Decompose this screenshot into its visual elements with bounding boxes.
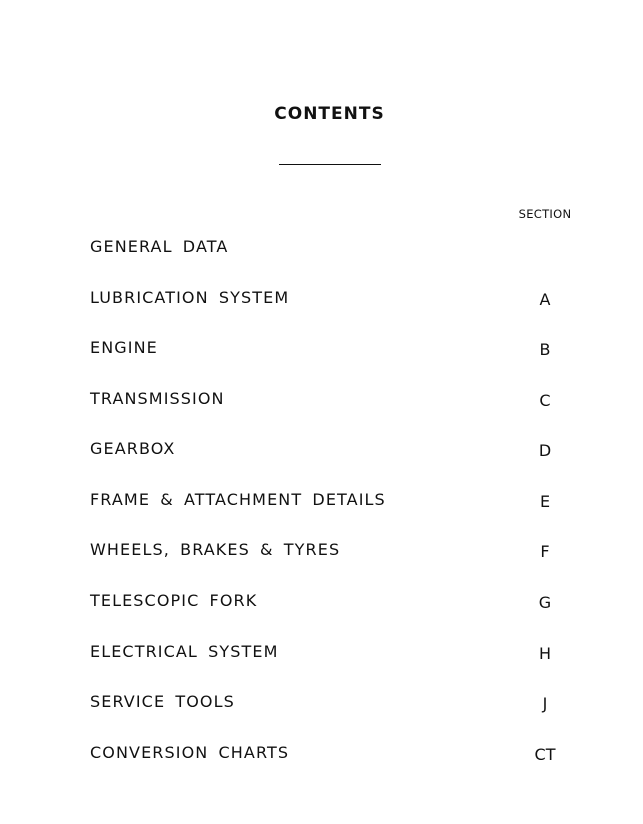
contents-entry: [0, 591, 643, 615]
page-title: CONTENTS: [274, 104, 385, 124]
contents-entry: [0, 642, 643, 666]
entry-section: A: [539, 290, 551, 309]
entry-label: ENGINE: [90, 338, 158, 357]
entry-section: F: [540, 542, 550, 561]
title-underline: [279, 164, 381, 165]
entry-label: LUBRICATION SYSTEM: [90, 288, 290, 307]
entry-section: C: [539, 391, 551, 410]
entry-label: GENERAL DATA: [90, 237, 229, 256]
contents-entry: [0, 439, 643, 463]
contents-entry: [0, 389, 643, 413]
entry-section: H: [538, 644, 552, 663]
entry-section: D: [538, 441, 552, 460]
entry-label: CONVERSION CHARTS: [90, 743, 290, 762]
contents-entry: [0, 338, 643, 362]
contents-entry: [0, 490, 643, 514]
entry-label: WHEELS, BRAKES & TYRES: [90, 540, 341, 559]
entry-section: B: [539, 340, 551, 359]
section-column-header: SECTION: [518, 207, 572, 221]
entry-label: SERVICE TOOLS: [90, 692, 235, 711]
entry-section: E: [539, 492, 551, 511]
entry-label: TRANSMISSION: [90, 389, 225, 408]
entry-label: TELESCOPIC FORK: [90, 591, 258, 610]
entry-section: J: [542, 694, 548, 713]
contents-entry: [0, 288, 643, 312]
entry-section: CT: [534, 745, 556, 764]
contents-entry: [0, 743, 643, 767]
entry-section: G: [538, 593, 552, 612]
entry-label: ELECTRICAL SYSTEM: [90, 642, 279, 661]
contents-entry: [0, 540, 643, 564]
entry-label: GEARBOX: [90, 439, 176, 458]
contents-entry: [0, 692, 643, 716]
entry-label: FRAME & ATTACHMENT DETAILS: [90, 490, 386, 509]
contents-entry: [0, 237, 643, 261]
